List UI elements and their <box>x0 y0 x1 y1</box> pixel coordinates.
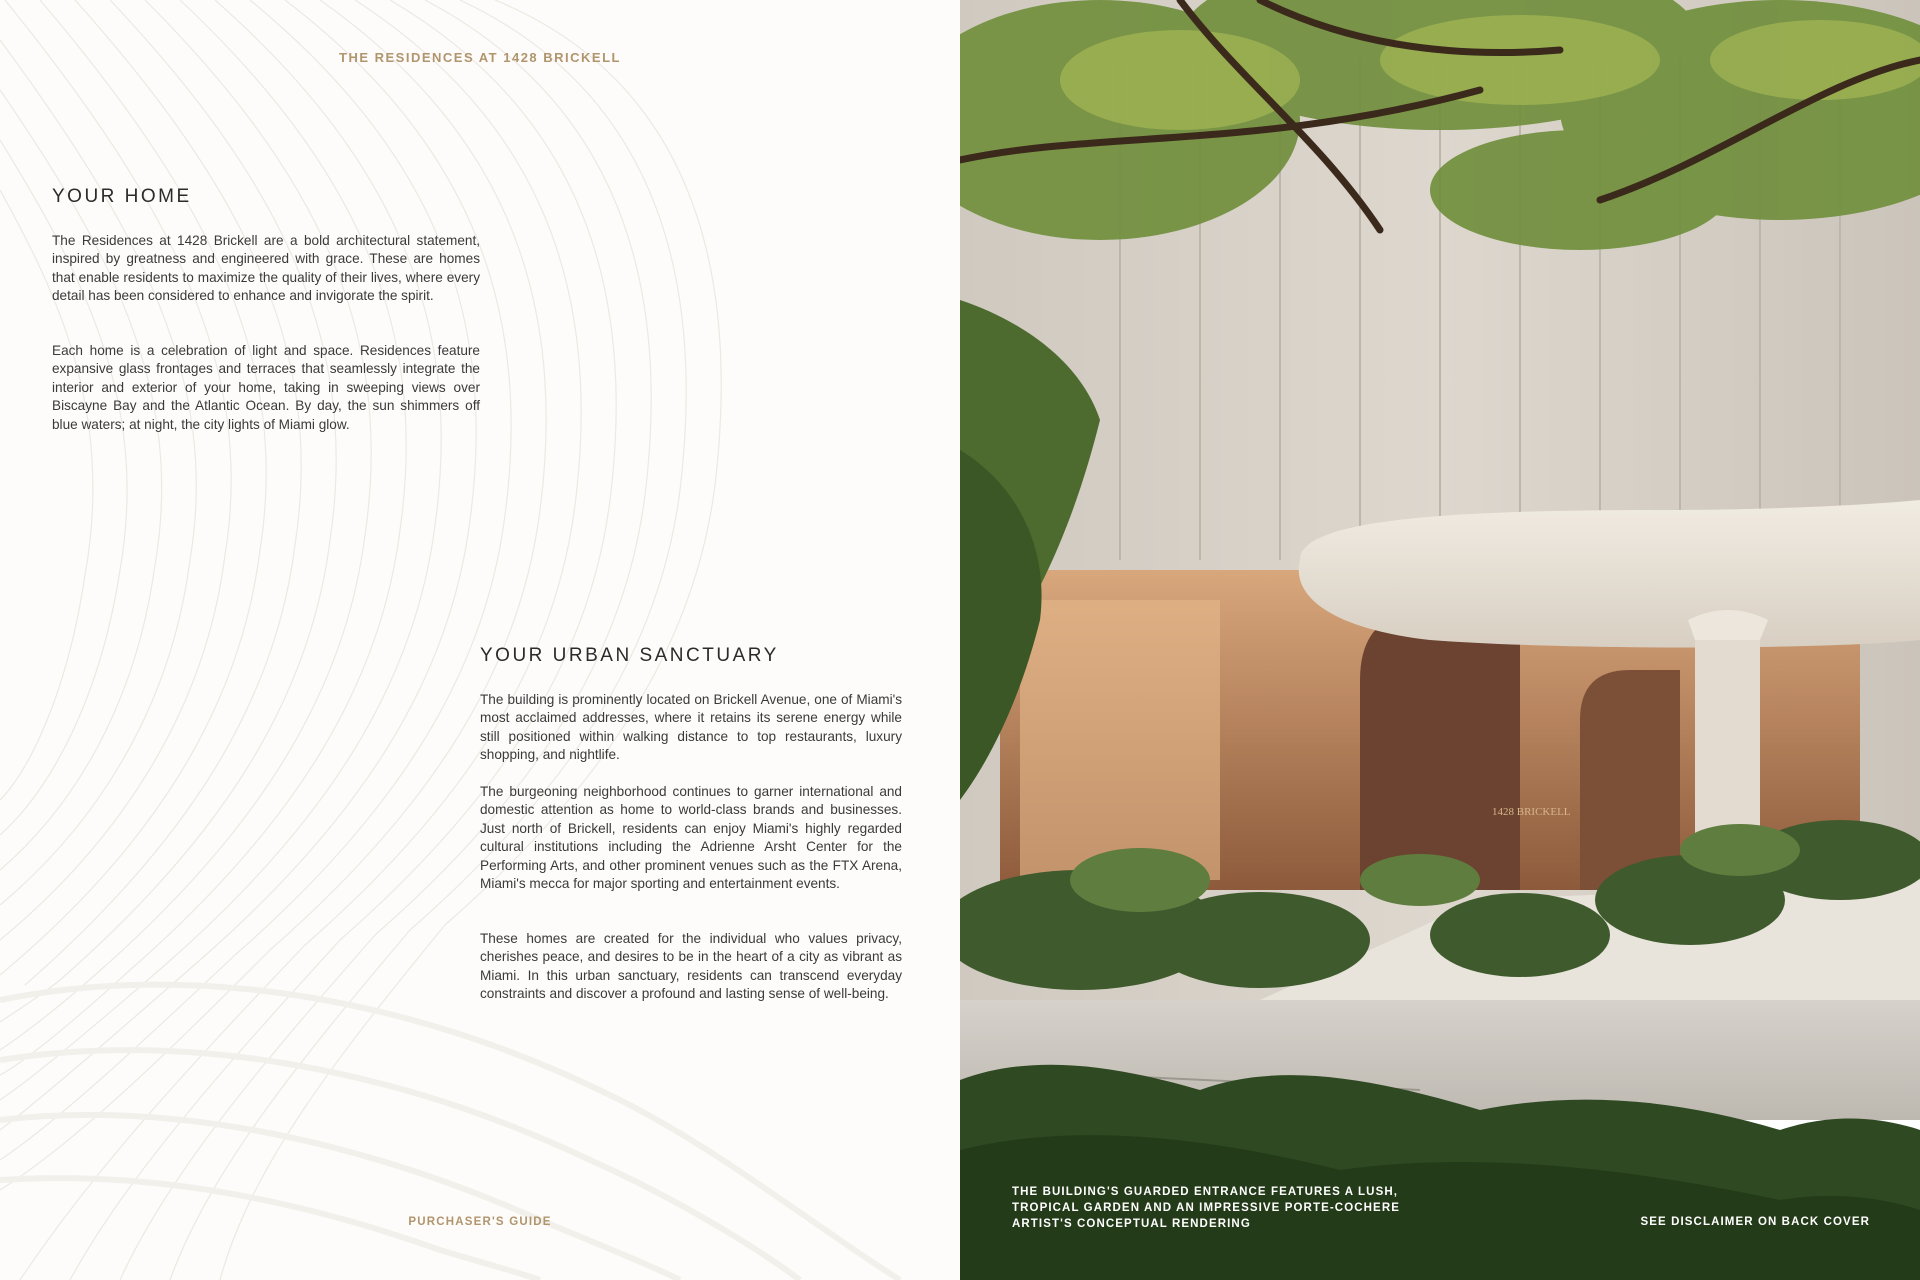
urban-sanctuary-paragraph: The building is prominently located on Brickell Avenue, one of Miami's most acclaimed addresses, where it retains its serene energy while still positioned within walking distance to top restaurants, luxury shopping, and nightlife. <box>480 692 902 763</box>
your-home-paragraph: Each home is a celebration of light and space. Residences feature expansive glass frontages and terraces that seamlessly integrate the interior and exterior of your home, taking in sweeping views over Biscayne Bay and the Atlantic Ocean. By day, the sun shimmers off blue waters; at night, the city lights of Miami glow. <box>52 343 480 432</box>
urban-sanctuary-heading: YOUR URBAN SANCTUARY <box>480 645 779 666</box>
caption-line: TROPICAL GARDEN AND AN IMPRESSIVE PORTE-COCHERE <box>1012 1202 1400 1214</box>
building-entrance-rendering <box>960 0 1920 1280</box>
image-caption <box>1012 1184 1400 1232</box>
urban-sanctuary-paragraph: These homes are created for the individual who values privacy, cherishes peace, and desires to be in the heart of a city as vibrant as Miami. In this urban sanctuary, residents can transcend everyday constraints and discover a profound and lasting sense of well-being. <box>480 931 902 1002</box>
caption-line: THE BUILDING'S GUARDED ENTRANCE FEATURES A LUSH, <box>1012 1186 1399 1198</box>
disclaimer-note: SEE DISCLAIMER ON BACK COVER <box>1640 1216 1870 1228</box>
your-home-heading: YOUR HOME <box>52 186 192 207</box>
urban-sanctuary-paragraph: The burgeoning neighborhood continues to garner international and domestic attention as home to world-class brands and businesses. Just north of Brickell, residents can enjoy Miami's highly regarded cultural institutions including the Adrienne Arsht Center for the Performing Arts, and other prominent venues such as the FTX Arena, Miami's mecca for major sporting and entertainment events. <box>480 784 902 892</box>
purchasers-guide-footer: PURCHASER'S GUIDE <box>408 1216 552 1228</box>
caption-line: ARTIST'S CONCEPTUAL RENDERING <box>1012 1218 1251 1230</box>
your-home-paragraph: The Residences at 1428 Brickell are a bold architectural statement, inspired by greatness and engineered with grace. These are homes that enable residents to maximize the quality of their lives, where every detail has been considered to enhance and invigorate the spirit. <box>52 233 480 304</box>
right-page <box>960 0 1920 1280</box>
building-sign-text: 1428 BRICKELL <box>1492 806 1571 818</box>
document-header: THE RESIDENCES AT 1428 BRICKELL <box>339 50 621 65</box>
